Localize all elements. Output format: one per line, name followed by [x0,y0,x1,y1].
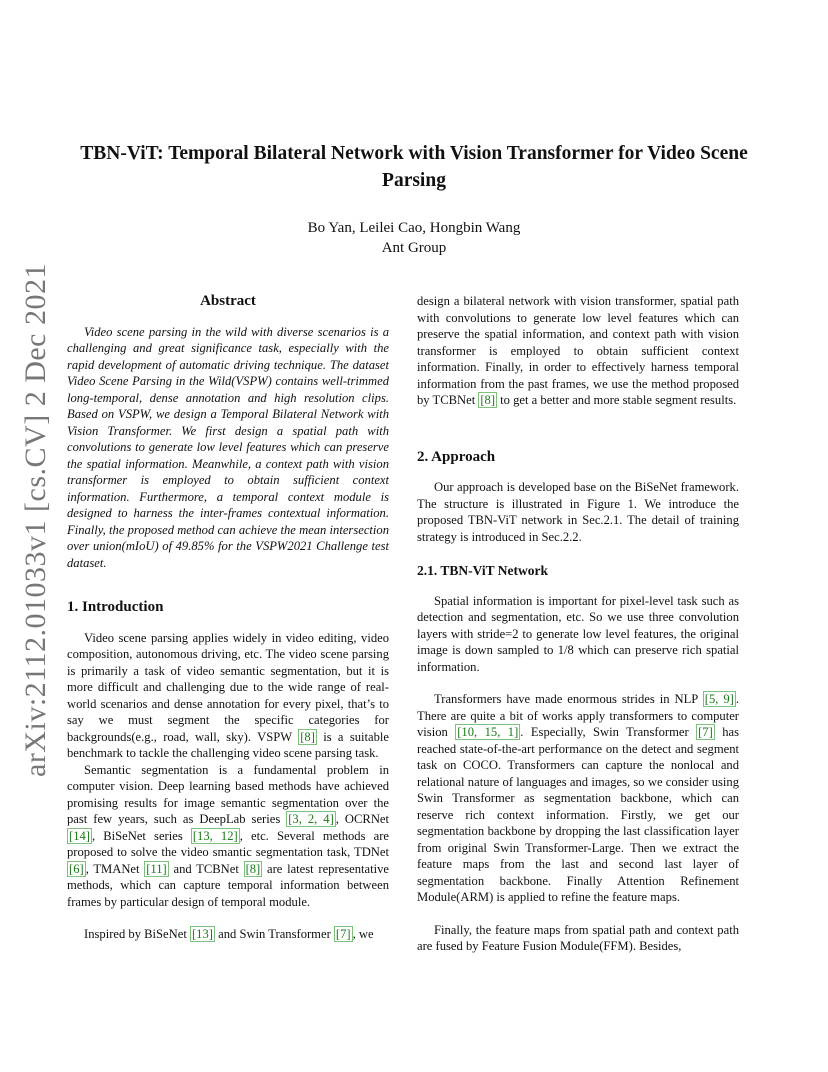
citation-link[interactable]: [11] [146,861,167,876]
intro-paragraph-2: Semantic segmentation is a fundamental problem in computer vision. Deep learning based methods have achieved promising results for image semantic segmentation over the past few years, such as DeepLab series [3, 2, 4] , OCRNet [14] , BiSeNet series [13, 12] , etc. Several methods are proposed to solve the video smantic segmentation task, TDNet [6] , TMANet [11] and TCBNet [8] are latest representative methods, which can capture temporal information between frames by particular design of temporal module. [67,762,389,909]
subsection-heading: 2.1. TBN-ViT Network [417,563,549,578]
continued-paragraph: design a bilateral network with vision transformer, spatial path with convolutions to generate low level features which can preserve the spatial information, and context path with vision transformer is employed to obtain sufficient context information. Finally, in order to effectively harness temporal information from the past frames, we use the method proposed by TCBNet [8] to get a better and more stable segment results. [417,294,739,407]
left-column [67,293,389,943]
approach-heading: 2. Approach [417,448,496,465]
author-names: Bo Yan, Leilei Cao, Hongbin Wang [307,220,521,236]
citation-link[interactable]: [8] [480,393,496,407]
citation-link[interactable]: [14] [69,828,90,843]
citation-link[interactable]: [13] [191,927,213,941]
arxiv-identifier-stamp: arXiv:2112.01033v1 [cs.CV] 2 Dec 2021 [19,263,52,777]
intro-paragraph-1: Video scene parsing applies widely in video editing, video composition, autonomous driving, etc. The video scene parsing is primarily a task of video semantic segmentation, but it is more difficult and challenging due to the wide range of real-world scenarios and dense annotation for every pixel, that’s to say we must segment the specific categories for backgrounds(e.g., road, wall, sky). VSPW [8] is a suitable benchmark to tackle the challenging video scene parsing task. [67,630,390,760]
citation-link[interactable]: [7] [698,725,713,739]
citation-link[interactable]: [5, 9] [704,692,734,706]
citation-link[interactable]: [8] [300,729,315,744]
affiliation: Ant Group [381,240,447,256]
fusion-paragraph: Finally, the feature maps from spatial path and context path are fused by Feature Fusion Module(FFM). Besides, [417,922,739,953]
intro-paragraph-3: Inspired by BiSeNet [13] and Swin Transformer [7] , we [84,927,374,941]
abstract-heading: Abstract [200,293,256,309]
right-column [417,293,739,955]
citation-link[interactable]: [7] [335,927,351,941]
abstract-text: Video scene parsing in the wild with diverse scenarios is a challenging and great significance task, especially with the rapid development of automatic driving technique. The dataset Video Scene Parsing in the Wild(VSPW) contains well-trimmed long-temporal, dense annotation and high resolution clips. Based on VSPW, we design a Temporal Bilateral Network with Vision Transformer. We first design a spatial path with convolutions to generate low level features which can preserve the spatial information. Meanwhile, a context path with vision transformer is employed to obtain sufficient context information. Furthermore, a temporal context module is designed to harness the inter-frames contextual information. Finally, the proposed method can achieve the mean intersection over union(mIoU) of 49.85% for the VSPW2021 Challenge test dataset. [67,324,389,570]
paper-title: TBN-ViT: Temporal Bilateral Network with Vision Transformer for Video Scene Parsing [80,143,748,191]
citation-link[interactable]: [13, 12] [192,828,238,843]
introduction-heading: 1. Introduction [67,599,164,615]
author-block [64,218,764,258]
citation-link[interactable]: [6] [69,861,84,876]
spatial-paragraph: Spatial information is important for pixel-level task such as detection and segmentation, etc. So we use three convolution layers with stride=2 to generate low level features, the original image is down sampled to 1/8 which can preserve rich spatial information. [417,593,739,674]
citation-link[interactable]: [10, 15, 1] [457,725,519,739]
approach-paragraph: Our approach is developed base on the BiSeNet framework. The structure is illustrated in Figure 1. We introduce the proposed TBN-ViT network in Sec.2.1. The detail of training strategy is introduced in Sec.2.2. [417,480,739,544]
transformer-paragraph: Transformers have made enormous strides in NLP [5, 9] . There are quite a bit of works apply transformers to computer vision [10, 15, 1] . Especially, Swin Transformer [7] has reached state-of-the-art performance on the detect and segment task on COCO. Transformers can capture the nonlocal and relational nature of languages and images, so we consider using Swin Transformer as segmentation backbone, which can reserve rich context information. Firstly, we get our segmentation backbone by dropping the last classification layer from original Swin Transformer-Large. Then we extract the feature maps from the last and second last layer of segmentation backbone. Finally Attention Refinement Module(ARM) is applied to refine the feature maps. [417,692,740,904]
citation-link[interactable]: [3, 2, 4] [288,812,334,826]
citation-link[interactable]: [8] [245,861,261,876]
